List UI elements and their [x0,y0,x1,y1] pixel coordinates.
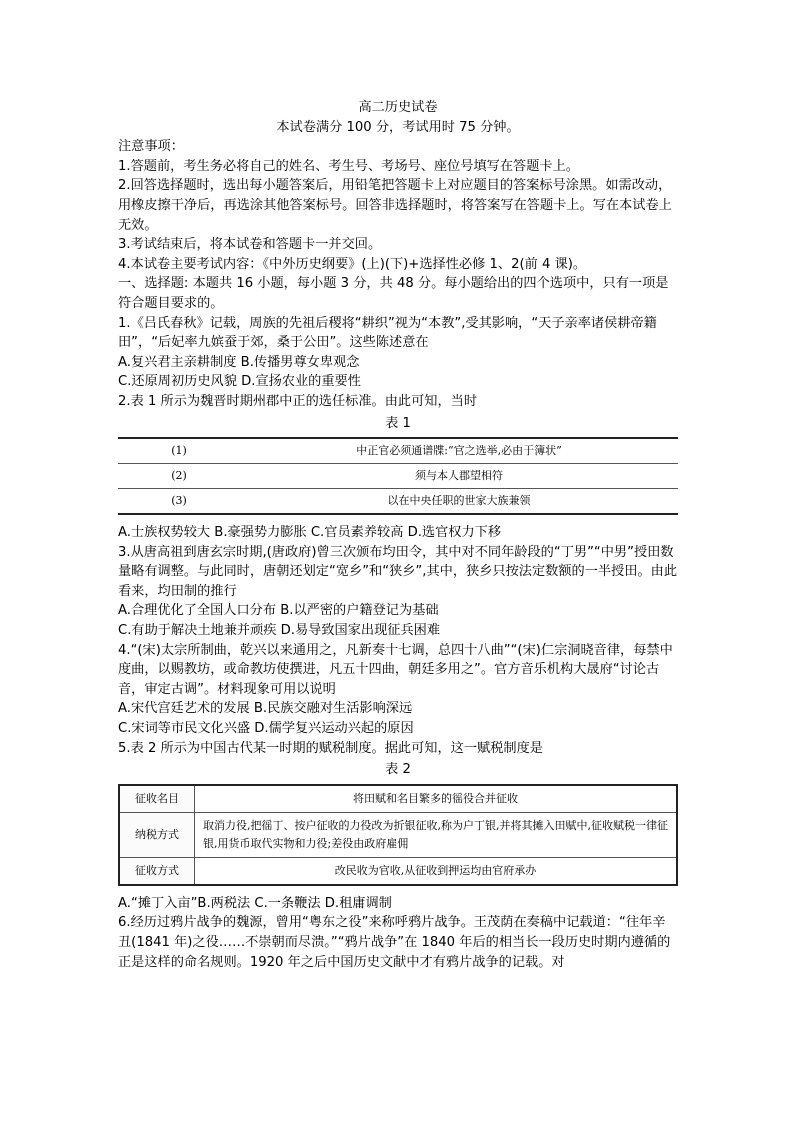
table-2-row-text: 改民收为官收,从征收到押运均由官府承办 [195,857,678,885]
table-row [118,464,678,489]
table-2-row-head: 征收名目 [119,785,195,813]
question-4-options-ab: A.宋代宫廷艺术的发展 B.民族交融对生活影响深远 [118,701,413,717]
question-2-options: A.士族权势较大 B.豪强势力膨胀 C.官员素养较高 D.选官权力下移 [118,525,502,541]
question-1-options-cd: C.还原周初历史风貌 D.宣扬农业的重要性 [118,374,361,390]
table-2-title: 表 2 [385,762,411,778]
table-2 [118,784,678,886]
question-5-stem: 5.表 2 所示为中国古代某一时期的赋税制度。据此可知，这一赋税制度是 [118,740,543,756]
question-1-stem: 1.《吕氏春秋》记载，周族的先祖后稷将“耕织”视为“本教”,受其影响，“天子亲率诸侯耕帝籍田”，“后妃率九嫔蚕于郊，桑于公田”。这些陈述意在 [118,315,657,351]
table-1-cell-num: (2) [118,464,240,489]
table-2-row-head: 征收方式 [119,857,195,885]
notice-heading: 注意事项： [118,139,184,155]
table-1-cell-text: 须与本人郡望相符 [240,464,678,489]
question-1-options-ab: A.复兴君主亲耕制度 B.传播男尊女卑观念 [118,354,360,370]
notice-item-2: 2.回答选择题时，选出每小题答案后，用铅笔把答题卡上对应题目的答案标号涂黑。如需改动，用橡皮擦干净后，再选涂其他答案标号。回答非选择题时，将答案写在答题卡上。写在本试卷上无效。 [118,178,672,233]
notice-item-4: 4.本试卷主要考试内容：《中外历史纲要》(上)(下)+选择性必修 1、2(前 4 课)。 [118,256,587,272]
table-2-row-text: 取消力役,把徭丁、按户征收的力役改为折银征收,称为户丁银,并将其摊入田赋中,征收赋税一律征银,用货币取代实物和力役;差役由政府雇佣 [195,812,678,857]
question-3-stem: 3.从唐高祖到唐玄宗时期,(唐政府)曾三次颁布均田令，其中对不同年龄段的“丁男”“中男”授田数量略有调整。与此同时，唐朝还划定“宽乡”和“狭乡”,其中，狭乡只按法定数额的一半授田。由此看来，均田制的推行 [118,544,678,599]
table-1-cell-text: 以在中央任职的世家大族兼领 [240,489,678,515]
table-row [118,438,678,464]
table-1-cell-num: (3) [118,489,240,515]
table-1 [118,437,678,515]
table-row [119,785,677,813]
table-1-cell-text: 中正官必须通谱牒:“官之选举,必由于簿状” [240,438,678,464]
question-6-stem: 6.经历过鸦片战争的魏源，曾用“粤东之役”来称呼鸦片战争。王茂荫在奏稿中记载道：“往年辛丑(1841 年)之役……不崇朝而尽溃。”“鸦片战争”在 1840 年后的相当长一段历史时期内遵循的正是这样的命名规则。1920 年之后中国历史文献中才有鸦片战争的记载。对 [118,915,671,970]
notice-item-3: 3.考试结束后，将本试卷和答题卡一并交回。 [118,237,382,253]
question-4-stem: 4.“(宋)太宗所制曲，乾兴以来通用之，凡新奏十七调，总四十八曲”“(宋)仁宗洞晓音律，每禁中度曲，以赐教坊，或命教坊使撰进，凡五十四曲，朝廷多用之”。官方音乐机构大晟府“讨论古音，审定古调”。材料现象可用以说明 [118,642,673,697]
question-4-options-cd: C.宋词等市民文化兴盛 D.儒学复兴运动兴起的原因 [118,721,414,737]
table-row [118,489,678,515]
exam-subtitle: 本试卷满分 100 分，考试用时 75 分钟。 [276,119,520,135]
notice-item-1: 1.答题前，考生务必将自己的姓名、考生号、考场号、座位号填写在答题卡上。 [118,158,579,174]
section-heading: 一、选择题: 本题共 16 小题，每小题 3 分，共 48 分。每小题给出的四个选项中，只有一项是符合题目要求的。 [118,276,669,311]
table-1-cell-num: (1) [118,438,240,464]
exam-page [118,98,678,972]
table-2-row-text: 将田赋和名目繁多的徭役合并征收 [195,785,678,813]
exam-title: 高二历史试卷 [358,100,438,115]
question-5-options: A.“摊丁入亩”B.两税法 C.一条鞭法 D.租庸调制 [118,895,392,911]
question-2-stem: 2.表 1 所示为魏晋时期州郡中正的选任标准。由此可知，当时 [118,393,478,409]
table-row [119,857,677,885]
table-2-row-head: 纳税方式 [119,812,195,857]
table-row [119,812,677,857]
question-3-options-cd: C.有助于解决土地兼并顽疾 D.易导致国家出现征兵困难 [118,623,441,639]
question-3-options-ab: A.合理优化了全国人口分布 B.以严密的户籍登记为基础 [118,603,439,619]
table-1-title: 表 1 [385,415,411,431]
